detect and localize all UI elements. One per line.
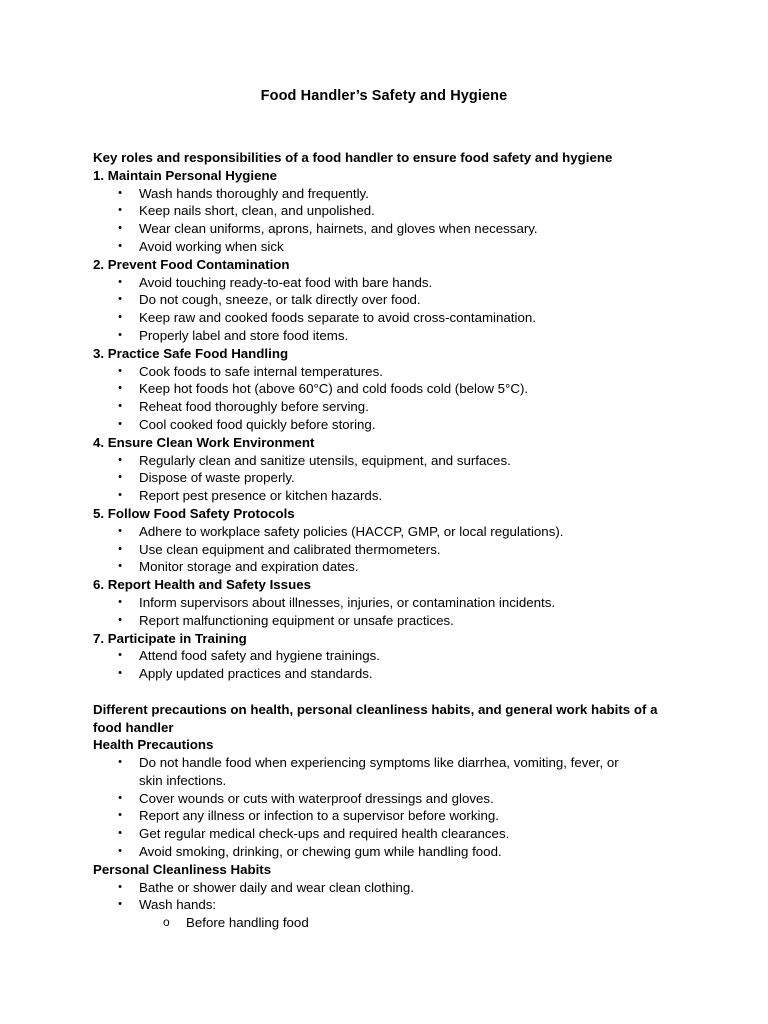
bullet-icon: • <box>118 204 122 217</box>
bullet-icon: • <box>118 898 122 911</box>
bullet-icon: • <box>118 756 122 769</box>
bullet-icon: • <box>118 845 122 858</box>
list-item <box>93 452 693 470</box>
bullet-icon: • <box>118 667 122 680</box>
list-item-text: Cook foods to safe internal temperatures. <box>139 363 383 379</box>
bullet-icon: • <box>118 595 122 608</box>
bullet-icon: • <box>118 471 122 484</box>
responsibility-groups <box>93 167 693 683</box>
section-heading-precautions: Different precautions on health, personal cleanliness habits, and general work habits of a <box>93 701 658 717</box>
subheading-personal-cleanliness: Personal Cleanliness Habits <box>93 861 272 877</box>
list-item-text: Apply updated practices and standards. <box>139 666 373 682</box>
document-title: Food Handler’s Safety and Hygiene <box>260 88 508 104</box>
list-group-heading: 7. Participate in Training <box>93 630 247 646</box>
list-item-text: Report pest presence or kitchen hazards. <box>139 488 383 504</box>
bullet-icon: • <box>118 186 122 199</box>
list-item <box>93 309 693 327</box>
bullet-icon: • <box>118 791 122 804</box>
list-item-text: Properly label and store food items. <box>139 327 349 343</box>
list-item-text: Wear clean uniforms, aprons, hairnets, and gloves when necessary. <box>139 221 538 237</box>
list-item-text: Use clean equipment and calibrated thermometers. <box>139 541 441 557</box>
list-item-text: Inform supervisors about illnesses, injuries, or contamination incidents. <box>139 594 556 610</box>
bullet-icon: • <box>118 293 122 306</box>
list-item-text: Do not handle food when experiencing symptoms like diarrhea, vomiting, fever, or <box>139 755 619 771</box>
list-item <box>93 612 693 630</box>
list-item <box>93 487 693 505</box>
list-item <box>93 220 693 238</box>
health-list <box>93 790 693 861</box>
list-group-heading: 3. Practice Safe Food Handling <box>93 345 289 361</box>
list-item-text: Dispose of waste properly. <box>139 470 295 486</box>
list-group-heading: 5. Follow Food Safety Protocols <box>93 505 295 521</box>
list-item <box>93 416 693 434</box>
paragraph-gap <box>93 683 693 701</box>
list-item-text: Keep raw and cooked foods separate to avoid cross-contamination. <box>139 310 536 326</box>
sub-list-item <box>93 914 693 932</box>
list-item-text: Adhere to workplace safety policies (HACCP, GMP, or local regulations). <box>139 523 564 539</box>
list-item-text: Attend food safety and hygiene trainings. <box>139 648 380 664</box>
sub-list-item-text: Before handling food <box>186 915 309 931</box>
list-item <box>93 647 693 665</box>
list-item <box>93 541 693 559</box>
bullet-icon: • <box>118 809 122 822</box>
list-item <box>93 523 693 541</box>
list-item <box>93 380 693 398</box>
bullet-icon: • <box>118 222 122 235</box>
list-item <box>93 754 693 772</box>
list-item <box>93 398 693 416</box>
bullet-icon: • <box>118 239 122 252</box>
bullet-icon: • <box>118 880 122 893</box>
list-item-text: Monitor storage and expiration dates. <box>139 559 359 575</box>
list-item-text: Reheat food thoroughly before serving. <box>139 399 369 415</box>
list-item <box>93 469 693 487</box>
bullet-icon: • <box>118 364 122 377</box>
list-item <box>93 291 693 309</box>
list-item-text: Cover wounds or cuts with waterproof dressings and gloves. <box>139 790 494 806</box>
section-heading-responsibilities: Key roles and responsibilities of a food handler to ensure food safety and hygiene <box>93 150 613 165</box>
bullet-icon: • <box>118 400 122 413</box>
list-item-text: Keep nails short, clean, and unpolished. <box>139 203 375 219</box>
list-item-text: Wash hands: <box>139 897 217 913</box>
bullet-icon: • <box>118 489 122 502</box>
list-item <box>93 825 693 843</box>
list-item <box>93 594 693 612</box>
list-item <box>93 665 693 683</box>
list-item-continuation: skin infections. <box>139 772 227 788</box>
list-item <box>93 238 693 256</box>
bullet-icon: • <box>118 649 122 662</box>
list-item <box>93 843 693 861</box>
list-group-heading: 1. Maintain Personal Hygiene <box>93 167 277 183</box>
bullet-icon: • <box>118 311 122 324</box>
list-item <box>93 879 693 897</box>
document-body <box>93 149 693 932</box>
list-item-text: Avoid working when sick <box>139 238 284 254</box>
list-item <box>93 202 693 220</box>
list-item <box>93 790 693 808</box>
list-item <box>93 558 693 576</box>
bullet-icon: • <box>118 613 122 626</box>
bullet-icon: • <box>118 328 122 341</box>
list-group-heading: 4. Ensure Clean Work Environment <box>93 434 315 450</box>
list-item <box>93 896 693 914</box>
bullet-icon: • <box>118 560 122 573</box>
list-group-heading: 2. Prevent Food Contamination <box>93 256 290 272</box>
list-item-text: Get regular medical check-ups and required health clearances. <box>139 826 510 842</box>
list-item-text: Avoid smoking, drinking, or chewing gum while handling food. <box>139 844 502 860</box>
list-item-text: Bathe or shower daily and wear clean clothing. <box>139 879 414 895</box>
list-item <box>93 327 693 345</box>
list-group-heading: 6. Report Health and Safety Issues <box>93 577 311 593</box>
section-heading-precautions-cont: food handler <box>93 719 174 735</box>
cleanliness-list <box>93 879 693 915</box>
circle-bullet-icon: o <box>163 915 170 930</box>
list-item-text: Keep hot foods hot (above 60°C) and cold foods cold (below 5°C). <box>139 381 529 397</box>
list-item <box>93 274 693 292</box>
bullet-icon: • <box>118 827 122 840</box>
list-item-text: Cool cooked food quickly before storing. <box>139 416 376 432</box>
list-item-text: Avoid touching ready-to-eat food with bare hands. <box>139 274 433 290</box>
bullet-icon: • <box>118 453 122 466</box>
list-item-text: Report any illness or infection to a supervisor before working. <box>139 808 499 824</box>
list-item <box>93 807 693 825</box>
list-item-text: Regularly clean and sanitize utensils, equipment, and surfaces. <box>139 452 511 468</box>
list-item-text: Report malfunctioning equipment or unsafe practices. <box>139 612 454 628</box>
list-item <box>93 363 693 381</box>
bullet-icon: • <box>118 417 122 430</box>
bullet-icon: • <box>118 524 122 537</box>
list-item <box>93 185 693 203</box>
bullet-icon: • <box>118 382 122 395</box>
cleanliness-sublist <box>93 914 693 932</box>
list-item-text: Wash hands thoroughly and frequently. <box>139 185 369 201</box>
list-item-text: Do not cough, sneeze, or talk directly over food. <box>139 292 421 308</box>
bullet-icon: • <box>118 275 122 288</box>
bullet-icon: • <box>118 542 122 555</box>
subheading-health-precautions: Health Precautions <box>93 737 214 753</box>
